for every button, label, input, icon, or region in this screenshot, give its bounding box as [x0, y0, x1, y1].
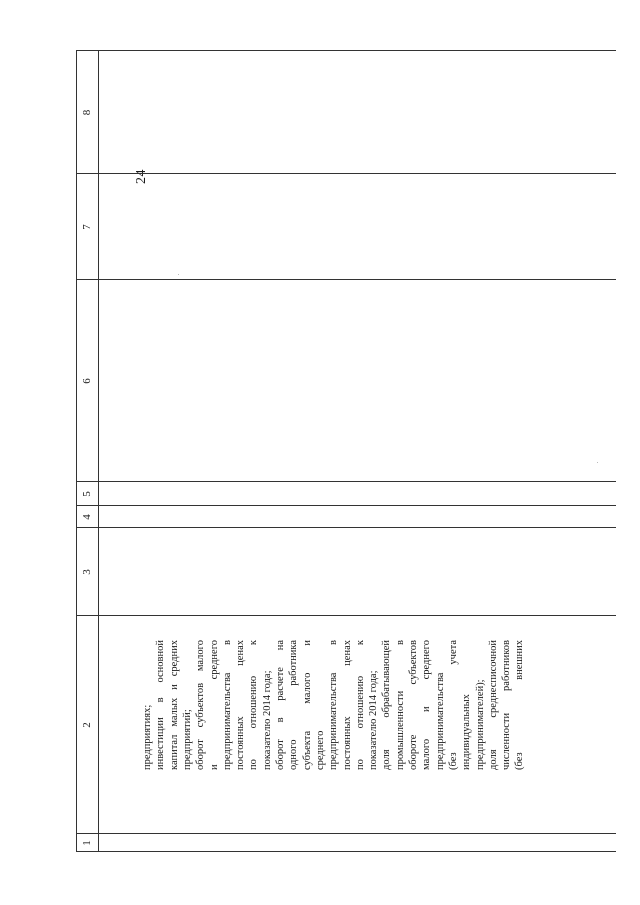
column-separator [76, 50, 616, 51]
column-separator [76, 173, 616, 174]
word: расчете [275, 667, 286, 701]
word: обрабатывающей [381, 640, 393, 718]
column-8-line: показателю 2014 года; [368, 670, 380, 770]
word: и [208, 764, 220, 770]
word: постоянных [341, 716, 353, 770]
page-number: 24 [134, 169, 149, 184]
word: малых [168, 697, 180, 727]
word: промышленности [394, 690, 406, 770]
column-header-8: 8 [81, 109, 93, 116]
word: субъекта [301, 730, 313, 770]
word: в [155, 697, 167, 703]
column-8-line: показателю 2014 года; [261, 670, 273, 770]
word: среднего [208, 640, 220, 680]
column-header-6: 6 [81, 378, 93, 384]
word: доля [381, 749, 393, 770]
word: работника [288, 640, 300, 686]
word: одного [288, 739, 300, 770]
column-separator [76, 505, 616, 506]
word: в [221, 640, 233, 645]
word: по [248, 759, 260, 770]
word: и [168, 684, 180, 690]
word: работников [501, 640, 513, 691]
word: капитал [168, 734, 180, 770]
word: инвестиции [155, 717, 167, 770]
word: среднесписочной [487, 640, 499, 718]
word: предпринимательства [328, 672, 340, 770]
word: по [354, 759, 366, 770]
word: обороте [408, 734, 419, 770]
word: основной [155, 640, 167, 683]
word: в [394, 640, 406, 645]
column-header-7: 7 [81, 224, 93, 230]
word: малого [195, 640, 207, 672]
word: среднего [421, 640, 433, 680]
word: к [248, 640, 260, 646]
column-header-2: 2 [81, 722, 93, 728]
word: малого [421, 738, 433, 770]
word: внешних [514, 640, 526, 680]
word: (без [514, 752, 526, 770]
column-separator [76, 279, 616, 280]
word: предпринимательства [221, 672, 233, 770]
column-separator [76, 615, 616, 616]
column-8-line: среднего [314, 730, 326, 770]
word: оборот [195, 739, 207, 770]
word: в [275, 717, 286, 723]
word: средних [168, 640, 180, 677]
scan-speck [597, 462, 598, 463]
word: субъектов [408, 640, 419, 685]
word: учета [447, 640, 459, 665]
column-separator [76, 833, 616, 834]
column-8-line: предпринимательства [434, 672, 446, 770]
table [76, 50, 616, 852]
word: к [354, 640, 366, 646]
column-header-4: 4 [81, 514, 93, 520]
column-8-line: предприятий; [181, 709, 193, 770]
word: и [421, 706, 433, 712]
word: отношению [248, 675, 260, 729]
word: малого [301, 672, 313, 704]
word: постоянных [235, 716, 247, 770]
scan-speck [178, 274, 179, 275]
column-8-line: предприятиях; [142, 704, 153, 770]
table-header-rule [98, 50, 99, 852]
column-header-1: 1 [81, 840, 93, 846]
word: на [275, 640, 286, 651]
word: и [301, 640, 313, 646]
word: ценах [235, 640, 247, 666]
word: численности [501, 712, 513, 770]
column-separator [76, 527, 616, 528]
word: доля [487, 749, 499, 770]
word: оборот [275, 739, 286, 770]
word: отношению [354, 675, 366, 729]
word: ценах [341, 640, 353, 666]
column-header-5: 5 [81, 491, 93, 497]
column-separator [76, 481, 616, 482]
column-8-line: индивидуальных [461, 694, 473, 770]
column-8-line: предпринимателей); [474, 679, 486, 770]
column-header-3: 3 [81, 569, 93, 575]
column-separator [76, 851, 616, 852]
word: (без [447, 752, 459, 770]
word: субъектов [195, 682, 207, 728]
word: в [328, 640, 340, 645]
